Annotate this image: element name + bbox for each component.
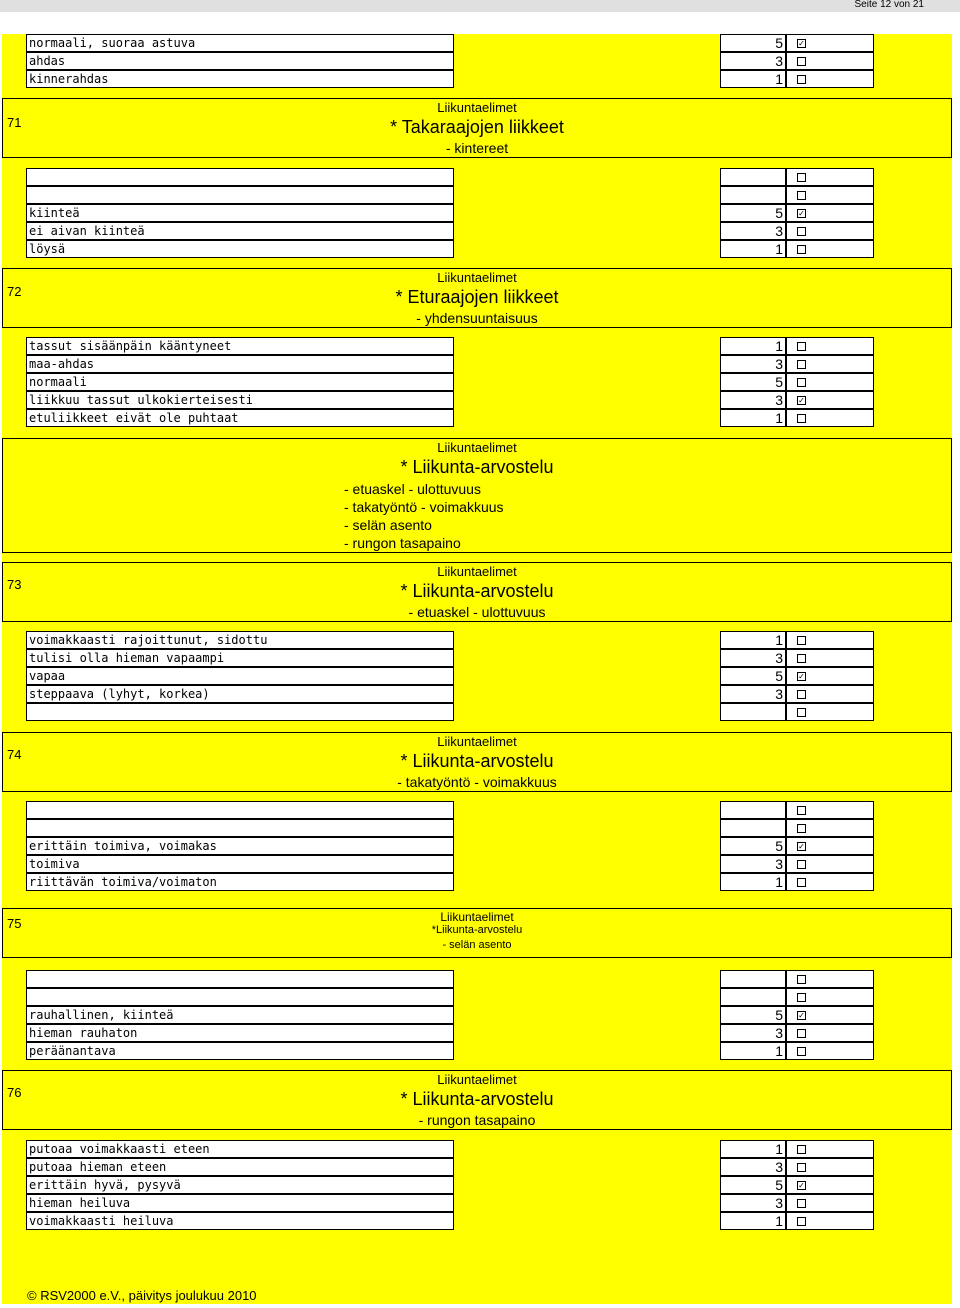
checkbox-cell[interactable] — [786, 1194, 874, 1212]
checkbox-icon[interactable] — [797, 654, 806, 663]
option-label-cell — [26, 409, 454, 427]
checkbox-cell[interactable] — [786, 373, 874, 391]
checkbox-cell[interactable] — [786, 631, 874, 649]
option-label-cell — [26, 222, 454, 240]
option-label-cell — [26, 52, 454, 70]
option-label: normaali, suoraa astuva — [29, 36, 196, 50]
checkbox-icon[interactable] — [797, 975, 806, 984]
option-score: 1 — [775, 632, 783, 648]
option-label: erittäin hyvä, pysyvä — [29, 1178, 181, 1192]
section-category: Liikuntaelimet — [440, 910, 514, 924]
option-score: 3 — [775, 686, 783, 702]
option-label-cell — [26, 1176, 454, 1194]
option-score: 1 — [775, 874, 783, 890]
checkbox-icon[interactable] — [797, 173, 806, 182]
section-header — [2, 562, 952, 622]
option-row — [0, 649, 960, 667]
score-cell — [720, 355, 786, 373]
section-category: Liikuntaelimet — [437, 270, 517, 285]
option-label-cell — [26, 1158, 454, 1176]
score-cell — [720, 837, 786, 855]
checkbox-icon[interactable] — [797, 342, 806, 351]
checkbox-cell[interactable] — [786, 1158, 874, 1176]
checkbox-icon[interactable] — [797, 1217, 806, 1226]
checkbox-icon[interactable] — [797, 1029, 806, 1038]
option-label: putoaa voimakkaasti eteen — [29, 1142, 210, 1156]
score-cell — [720, 855, 786, 873]
score-cell — [720, 1158, 786, 1176]
checkbox-cell[interactable] — [786, 819, 874, 837]
criteria-line: - selän asento — [344, 517, 432, 533]
option-row — [0, 186, 960, 204]
option-label-cell — [26, 373, 454, 391]
checkbox-cell[interactable] — [786, 204, 874, 222]
option-row — [0, 1024, 960, 1042]
checkbox-icon[interactable] — [797, 1047, 806, 1056]
option-row — [0, 70, 960, 88]
option-score: 3 — [775, 650, 783, 666]
option-label: normaali — [29, 375, 87, 389]
score-cell — [720, 631, 786, 649]
option-label: vapaa — [29, 669, 66, 683]
checked-checkbox-icon[interactable]: ✓ — [798, 39, 805, 48]
option-score: 3 — [775, 53, 783, 69]
option-row — [0, 1140, 960, 1158]
option-label-cell — [26, 355, 454, 373]
checked-checkbox-icon[interactable]: ✓ — [798, 396, 805, 405]
option-label-cell — [26, 1042, 454, 1060]
section-subtitle: - etuaskel - ulottuvuus — [408, 604, 546, 620]
option-score: 1 — [775, 241, 783, 257]
checkbox-icon[interactable] — [797, 806, 806, 815]
score-cell — [720, 1194, 786, 1212]
section-title: * Liikunta-arvostelu — [400, 457, 554, 477]
option-label-cell — [26, 649, 454, 667]
checkbox-cell[interactable] — [786, 1140, 874, 1158]
option-label: voimakkaasti rajoittunut, sidottu — [29, 633, 268, 647]
option-label: hieman rauhaton — [29, 1026, 138, 1040]
checkbox-icon[interactable] — [797, 245, 806, 254]
option-label-cell — [26, 1140, 454, 1158]
checkbox-cell[interactable] — [786, 1006, 874, 1024]
option-row — [0, 988, 960, 1006]
option-row — [0, 168, 960, 186]
checkbox-cell[interactable] — [786, 988, 874, 1006]
option-row — [0, 1158, 960, 1176]
option-score: 5 — [775, 205, 783, 221]
section-number: 73 — [7, 577, 22, 592]
option-label-cell — [26, 70, 454, 88]
checkbox-cell[interactable] — [786, 222, 874, 240]
option-row — [0, 391, 960, 409]
checked-checkbox-icon[interactable]: ✓ — [798, 1011, 805, 1020]
criteria-line: - rungon tasapaino — [344, 535, 461, 551]
option-label-cell — [26, 240, 454, 258]
option-row — [0, 970, 960, 988]
section-title: * Liikunta-arvostelu — [400, 1089, 554, 1109]
criteria-line: - takatyöntö - voimakkuus — [344, 499, 504, 515]
section-number: 72 — [7, 284, 22, 299]
option-label-cell — [26, 186, 454, 204]
checkbox-icon[interactable] — [797, 1199, 806, 1208]
score-cell — [720, 703, 786, 721]
option-score: 3 — [775, 1159, 783, 1175]
checkbox-icon[interactable] — [797, 878, 806, 887]
checkbox-cell[interactable] — [786, 52, 874, 70]
option-label: riittävän toimiva/voimaton — [29, 875, 217, 889]
option-row — [0, 337, 960, 355]
option-row — [0, 819, 960, 837]
option-label-cell — [26, 801, 454, 819]
option-row — [0, 1176, 960, 1194]
checkbox-cell[interactable] — [786, 855, 874, 873]
section-criteria-list — [344, 480, 504, 552]
checkbox-icon[interactable] — [797, 690, 806, 699]
page-header-bar — [0, 0, 960, 12]
score-cell — [720, 801, 786, 819]
option-label-cell — [26, 873, 454, 891]
checkbox-icon[interactable] — [797, 860, 806, 869]
option-row — [0, 837, 960, 855]
checkbox-cell[interactable] — [786, 685, 874, 703]
option-row — [0, 204, 960, 222]
option-row — [0, 1194, 960, 1212]
section-header — [2, 908, 952, 958]
option-label: toimiva — [29, 857, 80, 871]
option-label-cell — [26, 168, 454, 186]
score-cell — [720, 685, 786, 703]
score-cell — [720, 649, 786, 667]
option-score: 1 — [775, 338, 783, 354]
option-score: 1 — [775, 71, 783, 87]
checkbox-cell[interactable] — [786, 186, 874, 204]
option-label-cell — [26, 855, 454, 873]
option-score: 3 — [775, 1025, 783, 1041]
option-label: etuliikkeet eivät ole puhtaat — [29, 411, 239, 425]
score-cell — [720, 52, 786, 70]
section-header — [2, 98, 952, 158]
checked-checkbox-icon[interactable]: ✓ — [798, 842, 805, 851]
option-row — [0, 801, 960, 819]
option-score: 1 — [775, 1213, 783, 1229]
option-label-cell — [26, 685, 454, 703]
checkbox-cell[interactable] — [786, 667, 874, 685]
option-score: 1 — [775, 1141, 783, 1157]
checkbox-cell[interactable] — [786, 355, 874, 373]
option-score: 5 — [775, 374, 783, 390]
section-title: * Liikunta-arvostelu — [400, 581, 554, 601]
section-title: *Liikunta-arvostelu — [431, 924, 523, 936]
option-label-cell — [26, 1024, 454, 1042]
score-cell — [720, 240, 786, 258]
score-cell — [720, 1006, 786, 1024]
score-cell — [720, 819, 786, 837]
checkbox-icon[interactable] — [797, 57, 806, 66]
option-score: 3 — [775, 856, 783, 872]
section-header — [2, 438, 952, 553]
option-label: ei aivan kiinteä — [29, 224, 145, 238]
checkbox-icon[interactable] — [797, 75, 806, 84]
option-score: 5 — [775, 838, 783, 854]
option-label: löysä — [29, 242, 66, 256]
option-row — [0, 1006, 960, 1024]
option-row — [0, 703, 960, 721]
option-row — [0, 355, 960, 373]
checkbox-cell[interactable] — [786, 970, 874, 988]
option-label-cell — [26, 337, 454, 355]
option-row — [0, 1212, 960, 1230]
option-label-cell — [26, 703, 454, 721]
checkbox-icon[interactable] — [797, 993, 806, 1002]
option-row — [0, 685, 960, 703]
checked-checkbox-icon[interactable]: ✓ — [798, 672, 805, 681]
option-label: rauhallinen, kiinteä — [29, 1008, 174, 1022]
score-cell — [720, 1212, 786, 1230]
section-number: 71 — [7, 115, 22, 130]
checkbox-cell[interactable] — [786, 337, 874, 355]
option-row — [0, 855, 960, 873]
option-row — [0, 240, 960, 258]
option-score: 3 — [775, 223, 783, 239]
checked-checkbox-icon[interactable]: ✓ — [798, 209, 805, 218]
option-label-cell — [26, 988, 454, 1006]
option-score: 5 — [775, 1007, 783, 1023]
section-title: * Takaraajojen liikkeet — [390, 117, 564, 137]
score-cell — [720, 204, 786, 222]
checkbox-cell[interactable] — [786, 34, 874, 52]
option-score: 5 — [775, 35, 783, 51]
option-label-cell — [26, 631, 454, 649]
option-label: putoaa hieman eteen — [29, 1160, 167, 1174]
checkbox-icon[interactable] — [797, 708, 806, 717]
option-label-cell — [26, 667, 454, 685]
option-score: 5 — [775, 1177, 783, 1193]
checkbox-cell[interactable] — [786, 801, 874, 819]
section-category: Liikuntaelimet — [437, 564, 517, 579]
option-label: tulisi olla hieman vapaampi — [29, 651, 225, 665]
score-cell — [720, 70, 786, 88]
option-label: erittäin toimiva, voimakas — [29, 839, 217, 853]
section-category: Liikuntaelimet — [437, 440, 517, 455]
option-label: peräänantava — [29, 1044, 116, 1058]
section-title: * Liikunta-arvostelu — [400, 751, 554, 771]
option-score: 3 — [775, 356, 783, 372]
checkbox-cell[interactable] — [786, 1024, 874, 1042]
score-cell — [720, 1176, 786, 1194]
score-cell — [720, 373, 786, 391]
section-title: * Eturaajojen liikkeet — [395, 287, 559, 307]
section-header — [2, 732, 952, 792]
option-label-cell — [26, 204, 454, 222]
footer-copyright: © RSV2000 e.V., päivitys joulukuu 2010 — [27, 1288, 257, 1303]
option-label: maa-ahdas — [29, 357, 95, 371]
checkbox-cell[interactable] — [786, 168, 874, 186]
option-label: hieman heiluva — [29, 1196, 131, 1210]
checkbox-cell[interactable] — [786, 240, 874, 258]
section-subtitle: - takatyöntö - voimakkuus — [397, 774, 557, 790]
checkbox-icon[interactable] — [797, 378, 806, 387]
checkbox-cell[interactable] — [786, 1176, 874, 1194]
option-label-cell — [26, 1006, 454, 1024]
section-category: Liikuntaelimet — [437, 1072, 517, 1087]
option-row — [0, 34, 960, 52]
page-number: Seite 12 von 21 — [854, 0, 924, 10]
option-score: 5 — [775, 668, 783, 684]
checkbox-icon[interactable] — [797, 636, 806, 645]
option-row — [0, 631, 960, 649]
option-label-cell — [26, 819, 454, 837]
section-category: Liikuntaelimet — [437, 734, 517, 749]
checkbox-icon[interactable] — [797, 414, 806, 423]
score-cell — [720, 391, 786, 409]
checkbox-cell[interactable] — [786, 649, 874, 667]
section-number: 76 — [7, 1085, 22, 1100]
option-score: 1 — [775, 410, 783, 426]
option-label: voimakkaasti heiluva — [29, 1214, 174, 1228]
option-label-cell — [26, 837, 454, 855]
score-cell — [720, 409, 786, 427]
score-cell — [720, 337, 786, 355]
score-cell — [720, 667, 786, 685]
option-row — [0, 409, 960, 427]
score-cell — [720, 988, 786, 1006]
option-label-cell — [26, 391, 454, 409]
checkbox-icon[interactable] — [797, 824, 806, 833]
section-number: 74 — [7, 747, 22, 762]
option-row — [0, 667, 960, 685]
option-label: ahdas — [29, 54, 66, 68]
option-score: 3 — [775, 1195, 783, 1211]
score-cell — [720, 186, 786, 204]
option-label: tassut sisäänpäin kääntyneet — [29, 339, 232, 353]
section-number: 75 — [7, 916, 22, 931]
checkbox-cell[interactable] — [786, 70, 874, 88]
section-subtitle: - selän asento — [442, 939, 512, 951]
score-cell — [720, 1024, 786, 1042]
checkbox-cell[interactable] — [786, 1212, 874, 1230]
option-label-cell — [26, 34, 454, 52]
checkbox-cell[interactable] — [786, 703, 874, 721]
checkbox-icon[interactable] — [797, 1145, 806, 1154]
checkbox-cell[interactable] — [786, 1042, 874, 1060]
option-row — [0, 1042, 960, 1060]
option-label: kiinteä — [29, 206, 80, 220]
score-cell — [720, 873, 786, 891]
checked-checkbox-icon[interactable]: ✓ — [798, 1181, 805, 1190]
option-label: steppaava (lyhyt, korkea) — [29, 687, 210, 701]
section-header — [2, 268, 952, 328]
score-cell — [720, 34, 786, 52]
option-row — [0, 873, 960, 891]
score-cell — [720, 1042, 786, 1060]
checkbox-icon[interactable] — [797, 191, 806, 200]
option-score: 1 — [775, 1043, 783, 1059]
option-label-cell — [26, 1212, 454, 1230]
score-cell — [720, 1140, 786, 1158]
score-cell — [720, 222, 786, 240]
option-row — [0, 222, 960, 240]
option-label: liikkuu tassut ulkokierteisesti — [29, 393, 253, 407]
section-subtitle: - yhdensuuntaisuus — [416, 310, 538, 326]
score-cell — [720, 168, 786, 186]
option-score: 3 — [775, 392, 783, 408]
checkbox-icon[interactable] — [797, 360, 806, 369]
option-row — [0, 52, 960, 70]
score-cell — [720, 970, 786, 988]
checkbox-icon[interactable] — [797, 1163, 806, 1172]
option-label: kinnerahdas — [29, 72, 109, 86]
checkbox-cell[interactable] — [786, 837, 874, 855]
section-header — [2, 1070, 952, 1130]
checkbox-cell[interactable] — [786, 409, 874, 427]
checkbox-icon[interactable] — [797, 227, 806, 236]
section-subtitle: - kintereet — [445, 140, 509, 156]
section-subtitle: - rungon tasapaino — [418, 1112, 536, 1128]
option-row — [0, 373, 960, 391]
criteria-line: - etuaskel - ulottuvuus — [344, 481, 481, 497]
section-category: Liikuntaelimet — [437, 100, 517, 115]
option-label-cell — [26, 970, 454, 988]
checkbox-cell[interactable] — [786, 391, 874, 409]
option-label-cell — [26, 1194, 454, 1212]
checkbox-cell[interactable] — [786, 873, 874, 891]
